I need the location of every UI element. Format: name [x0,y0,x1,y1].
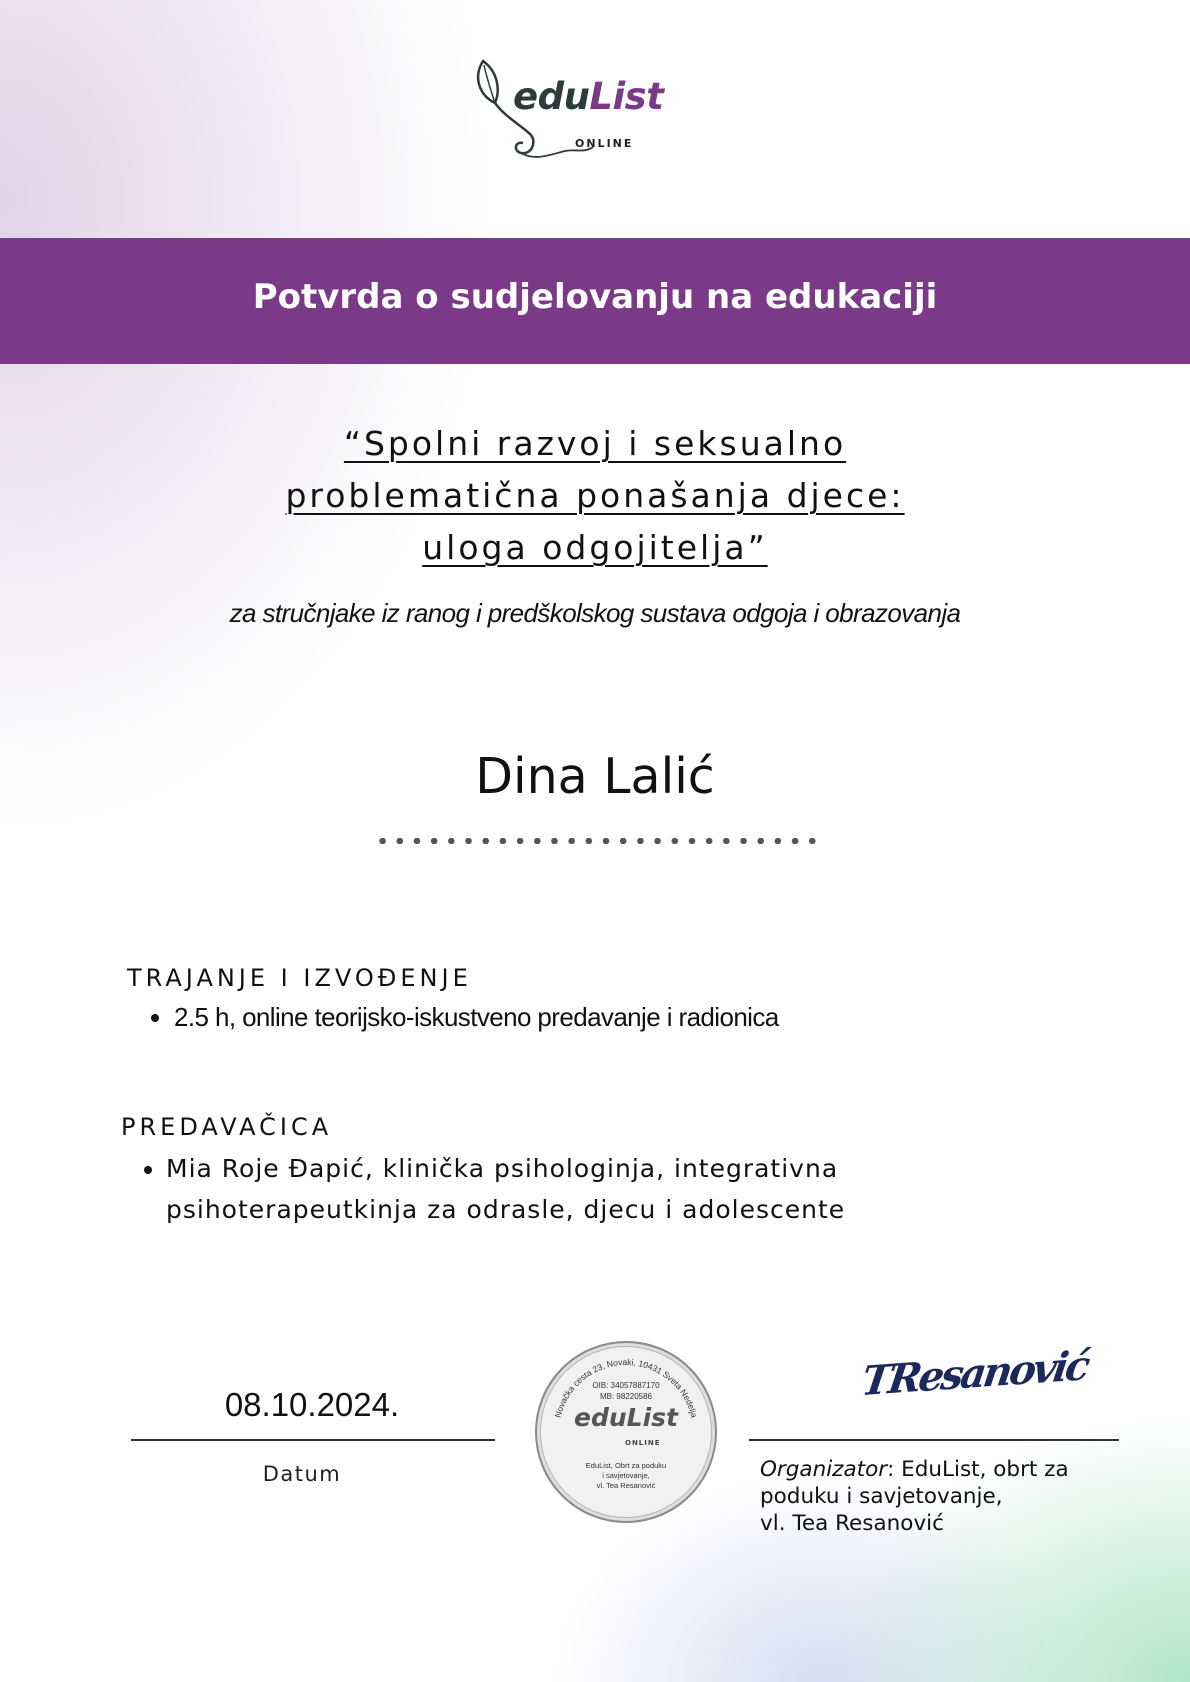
name-dotted-divider [374,838,820,844]
logo-wordmark [513,75,663,118]
stamp-address-line-1: EduList, Obrt za poduku [585,1461,667,1470]
stamp-ring-text: Novačka cesta 23, Novaki, 10431 Sveta Nedelja [552,1356,700,1419]
stamp-mb: MB: 98220586 [599,1392,653,1401]
course-title [150,418,1040,574]
participant-name: Dina Lalić [475,748,715,805]
lecturer-item: • Mia Roje Đapić, klinička psihologinja, integrativna psihoterapeutkinja za odrasle, djecu i adolescente [166,1148,946,1230]
date-signature-line [131,1439,495,1441]
organizer-info [760,1456,1120,1537]
stamp-logo: eduList [574,1403,678,1432]
duration-item: • 2.5 h, online teorijsko-iskustveno predavanje i radionica [174,1002,1074,1033]
logo-word-part2: List [589,75,664,118]
organizer-text: : EduList, obrt za poduku i savjetovanje, [760,1457,1069,1509]
date-label: Datum [262,1462,342,1486]
stamp-logo-subtitle: ONLINE [625,1439,661,1447]
title-banner [0,238,1190,364]
organizer-label: Organizator [760,1457,888,1482]
organizer-stamp [535,1341,717,1523]
stamp-ring [537,1343,715,1521]
stamp-address-line-2: i savjetovanje, [602,1471,650,1480]
course-audience: za stručnjake iz ranog i predškolskog sustava odgoja i obrazovanja [229,598,961,628]
stamp-address [557,1461,695,1491]
course-title-line-3: uloga odgojitelja” [422,528,768,567]
banner-title: Potvrda o sudjelovanju na edukaciji [252,277,938,317]
course-title-line-1: “Spolni razvoj i seksualno [343,424,847,463]
handwritten-signature: TResanović [858,1341,1091,1406]
logo-subtitle: ONLINE [575,137,634,150]
lecturer-heading: PREDAVAČICA [121,1113,333,1141]
stamp-oib: OIB: 34057887170 [592,1381,660,1390]
organizer-signature-line [749,1439,1119,1441]
course-title-line-2: problematična ponašanja djece: [285,476,905,515]
stamp-address-line-3: vl. Tea Resanović [596,1481,656,1490]
logo-word-part1: edu [513,75,590,118]
duration-heading: TRAJANJE I IZVOĐENJE [127,964,472,992]
organizer-owner: vl. Tea Resanović [760,1511,944,1536]
date-value: 08.10.2024. [224,1386,400,1423]
edulist-logo [475,55,675,170]
duration-list [150,1002,1074,1033]
lecturer-list [142,1148,946,1230]
